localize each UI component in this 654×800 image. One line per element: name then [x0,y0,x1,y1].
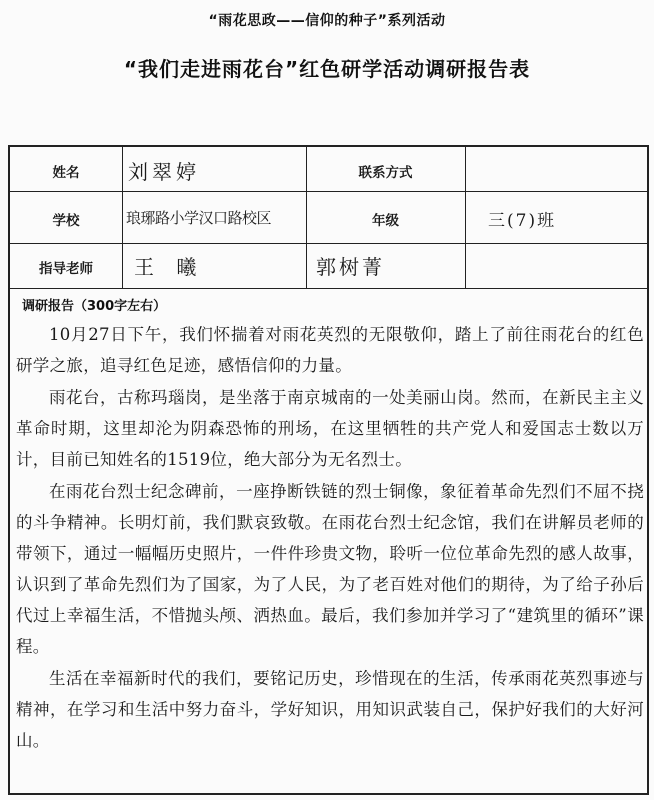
school-label: 学校 [52,213,80,229]
report-paragraph: 10月27日下午，我们怀揣着对雨花英烈的无限敬仰，踏上了前往雨花台的红色研学之旅，追寻红色足迹，感悟信仰的力量。 [16,325,644,375]
school-value: 琅琊路小学汉口路校区 [126,209,272,227]
report-body [16,319,644,756]
page-title: “我们走进雨花台”红色研学活动调研报告表 [123,57,531,81]
grade-label: 年级 [372,213,399,229]
row-divider [10,288,647,289]
series-heading: “雨花思政——信仰的种子”系列活动 [208,13,446,29]
row-divider [10,243,647,244]
report-label: 调研报告（300字左右） [22,299,167,314]
teacher-value-2: 郭树菁 [316,255,385,279]
report-paragraph: 生活在幸福新时代的我们，要铭记历史，珍惜现在的生活，传承雨花英烈事迹与精神，在学习和生活中努力奋斗，学好知识，用知识武装自己，保护好我们的大好河山。 [16,669,644,750]
name-value: 刘翠婷 [128,160,200,184]
teacher-value-1: 王 曦 [134,255,205,279]
contact-label: 联系方式 [358,165,413,181]
grade-value: 三(7)班 [488,211,557,231]
name-label: 姓名 [52,165,80,181]
row-divider [10,191,647,192]
report-paragraph: 雨花台，古称玛瑙岗，是坐落于南京城南的一处美丽山岗。然而，在新民主主义革命时期，这里却沦为阴森恐怖的刑场，在这里牺牲的共产党人和爱国志士数以万计，目前已知姓名的1519位，绝大部分为无名烈士。 [16,388,644,469]
survey-form-table [8,145,649,795]
teacher-label: 指导老师 [39,261,93,277]
column-divider [122,147,123,288]
column-divider [465,147,466,288]
report-paragraph: 在雨花台烈士纪念碑前，一座挣断铁链的烈士铜像，象征着革命先烈们不屈不挠的斗争精神。长明灯前，我们默哀致敬。在雨花台烈士纪念馆，我们在讲解员老师的带领下，通过一幅幅历史照片，一件件珍贵文物，聆听一位位革命先烈的感人故事，认识到了革命先烈们为了国家，为了人民，为了老百姓对他们的期待，为了给子孙后代过上幸福生活，不惜抛头颅、洒热血。最后，我们参加并学习了“建筑里的循环”课程。 [16,482,644,656]
